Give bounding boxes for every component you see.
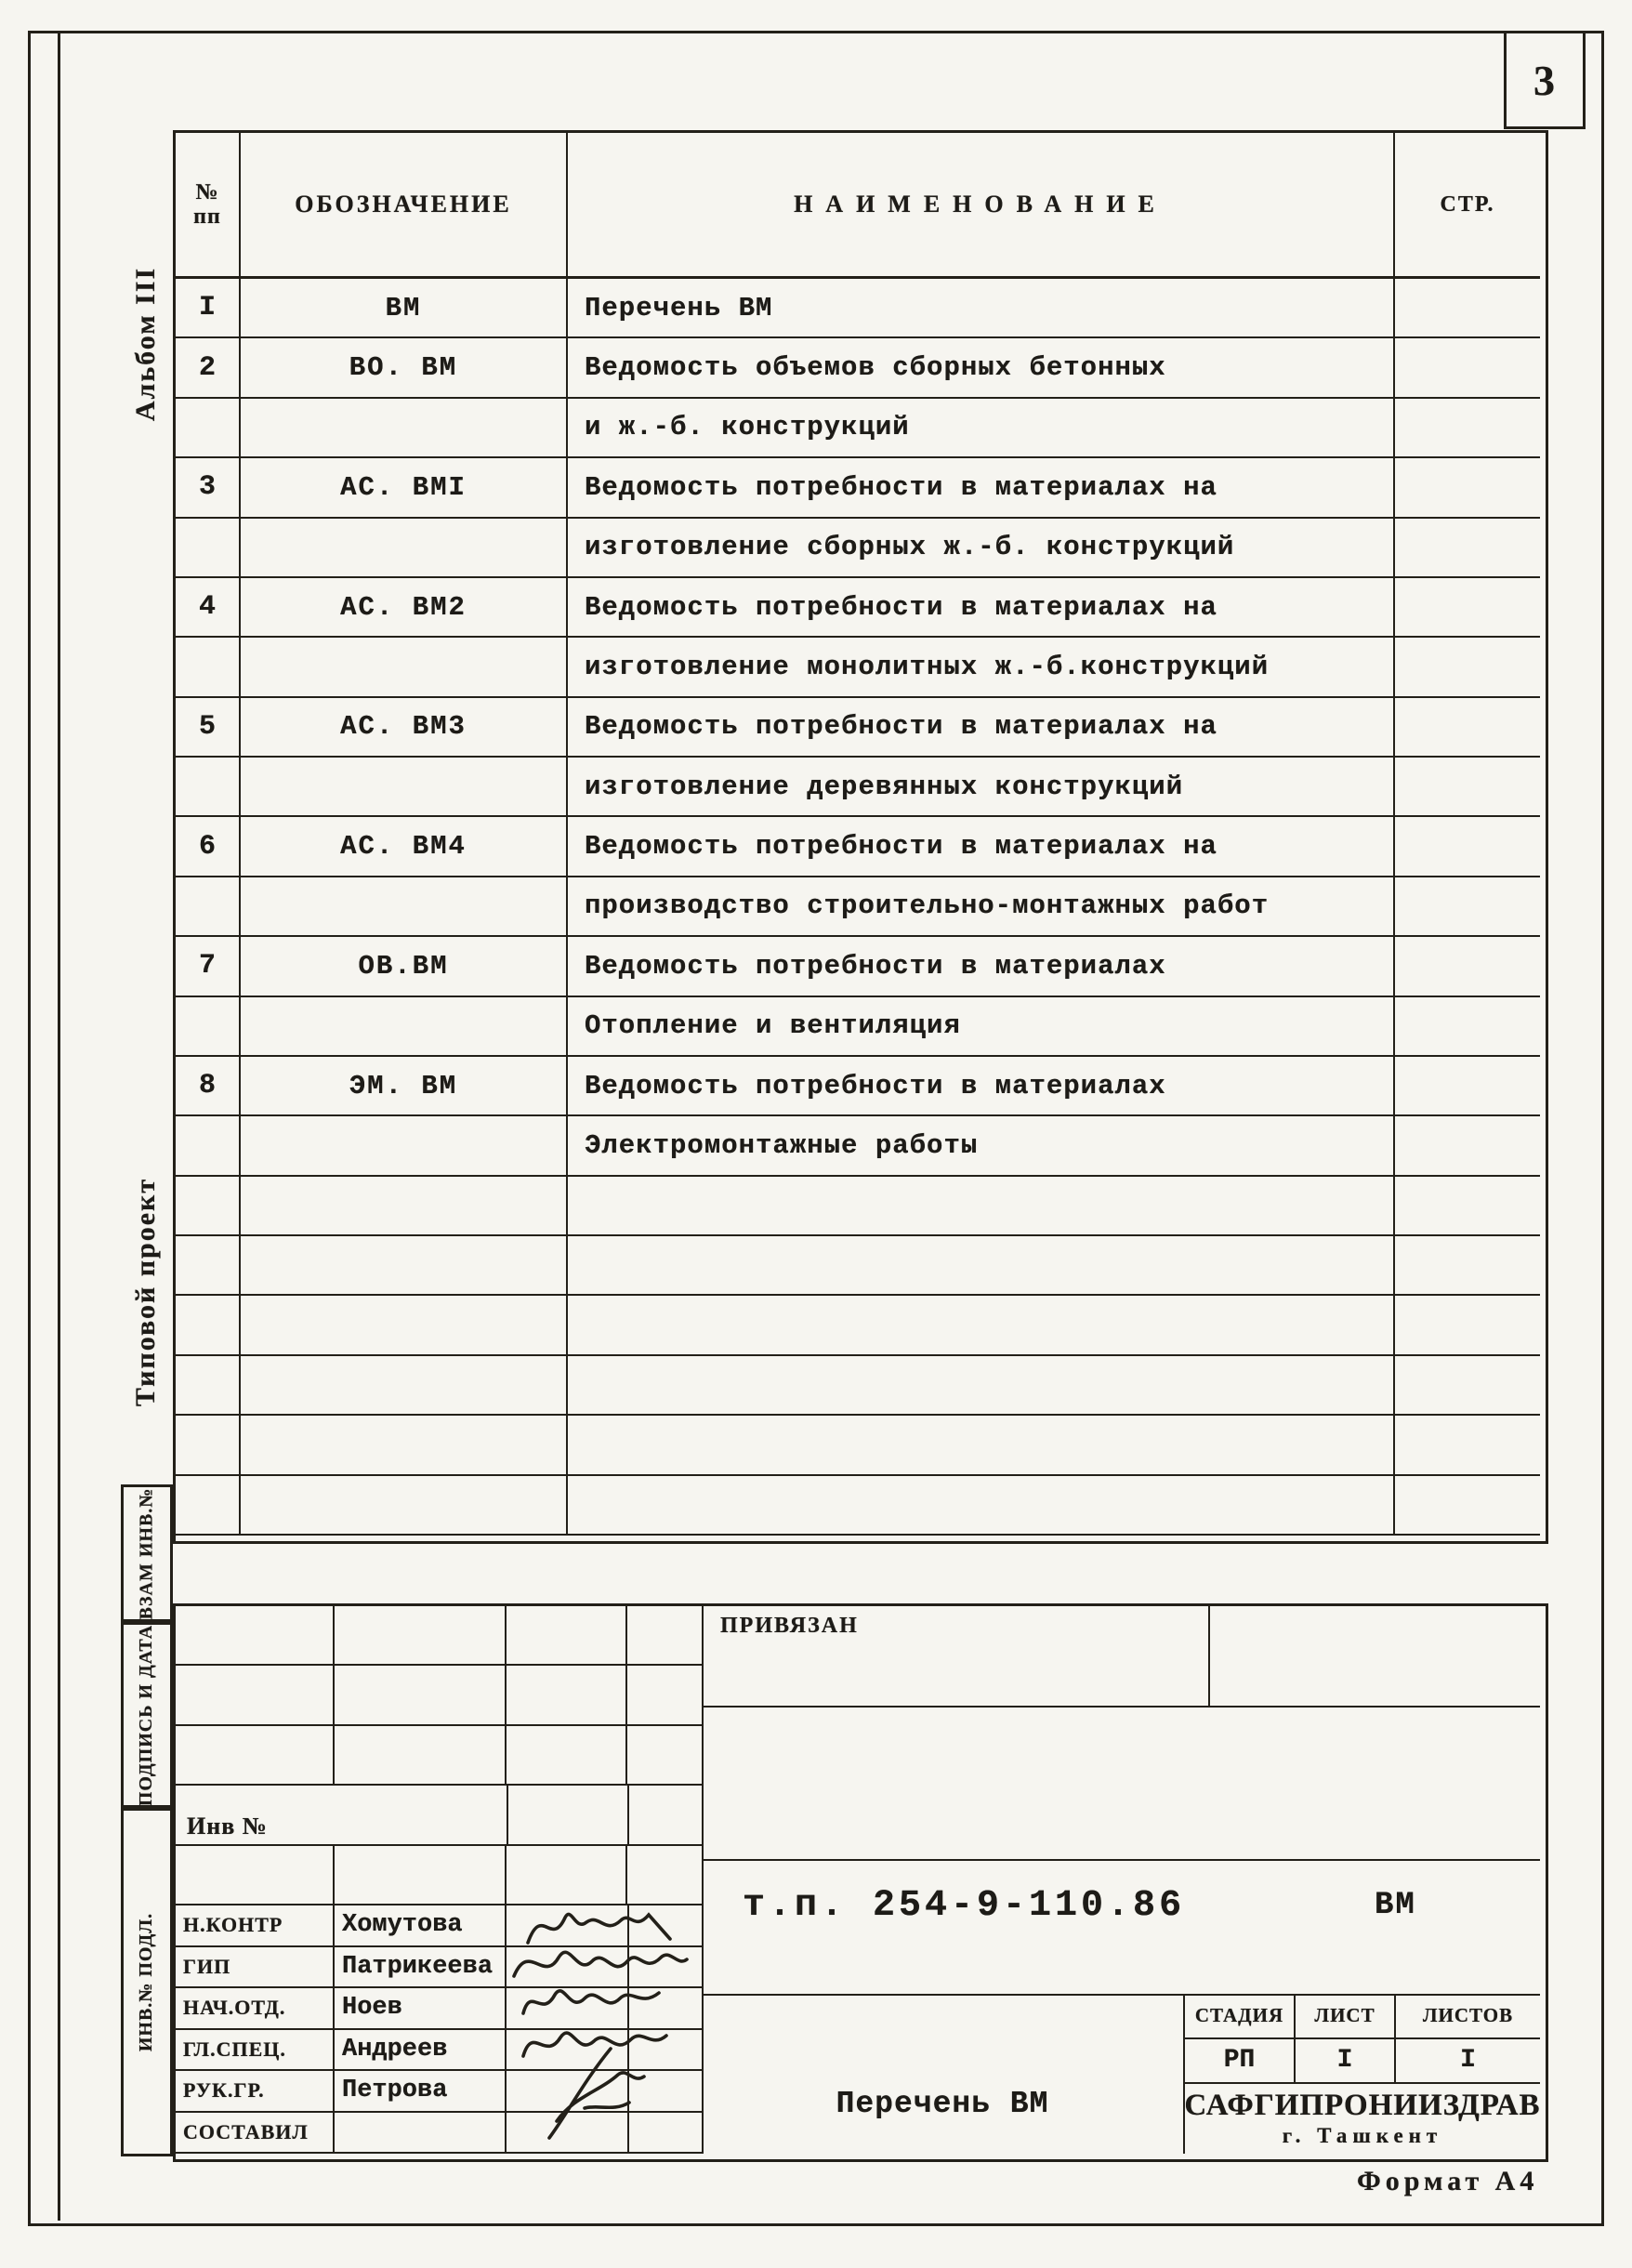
- inv-podl-label: ИНВ.№ ПОДЛ.: [136, 1912, 157, 2052]
- table-row-code: ВМ: [241, 279, 568, 338]
- table-row-page: [1395, 997, 1540, 1057]
- binding-margin-line: [58, 31, 60, 2221]
- table-row-num: [176, 877, 241, 937]
- table-row-page: [1395, 1116, 1540, 1176]
- stamp-grid-cell: [627, 1726, 702, 1784]
- signer-date-cell: [629, 2030, 702, 2070]
- stamp-upper-grid: [176, 1606, 702, 1905]
- table-row-name: Ведомость потребности в материалах: [568, 937, 1395, 996]
- signer-row: [176, 1988, 702, 2030]
- table-row-page: [1395, 698, 1540, 758]
- table-row-page: [1395, 817, 1540, 877]
- table-row-name: Ведомость объемов сборных бетонных: [568, 338, 1395, 398]
- stamp-line-r1: [704, 1706, 1540, 1708]
- table-row-code: АС. ВМ4: [241, 817, 568, 877]
- vzam-inv-box: [121, 1484, 173, 1622]
- signer-signature-cell: [507, 1905, 629, 1945]
- signer-signature-cell: [507, 1988, 629, 2028]
- sheet-value: I: [1336, 2045, 1353, 2075]
- stamp-grid-cell: [335, 1606, 507, 1664]
- signer-name: Петрова: [335, 2071, 507, 2111]
- signer-role: НАЧ.ОТД.: [176, 1988, 335, 2028]
- podpis-data-box: [121, 1622, 173, 1808]
- table-row-page: [1395, 937, 1540, 996]
- stamp-grid-row: [176, 1846, 702, 1905]
- signer-date-cell: [629, 1905, 702, 1945]
- table-row-page: [1395, 758, 1540, 817]
- signer-role: ГИП: [176, 1947, 335, 1987]
- stamp-line-v1: [1208, 1606, 1210, 1706]
- table-row-name: [568, 1236, 1395, 1296]
- sheets-value: I: [1460, 2045, 1476, 2075]
- header-num-sign: №: [195, 180, 219, 204]
- table-row-page: [1395, 458, 1540, 518]
- table-row-num: [176, 1356, 241, 1416]
- table-row-num: [176, 1296, 241, 1355]
- table-row-name: Ведомость потребности в материалах: [568, 1057, 1395, 1116]
- stamp-signers: [176, 1905, 702, 2154]
- vzam-inv-label: ВЗАМ ИНВ.№: [136, 1487, 157, 1619]
- table-row-code: [241, 877, 568, 937]
- table-row-name: производство строительно-монтажных работ: [568, 877, 1395, 937]
- inv-no-label: Инв №: [176, 1786, 508, 1843]
- signer-name: Андреев: [335, 2030, 507, 2070]
- table-row-name: и ж.-б. конструкций: [568, 399, 1395, 458]
- signer-role: РУК.ГР.: [176, 2071, 335, 2111]
- signer-date-cell: [629, 1988, 702, 2028]
- stamp-grid-cell: [507, 1846, 627, 1904]
- table-row-num: 7: [176, 937, 241, 996]
- signer-role: ГЛ.СПЕЦ.: [176, 2030, 335, 2070]
- stamp-grid-cell: [176, 1726, 335, 1784]
- stamp-grid-cell: [507, 1666, 627, 1723]
- signer-name: [335, 2113, 507, 2153]
- header-designation: ОБОЗНАЧЕНИЕ: [241, 133, 568, 279]
- org-city: г. Ташкент: [1282, 2124, 1443, 2147]
- table-row-code: [241, 638, 568, 697]
- table-row-page: [1395, 877, 1540, 937]
- signer-role: Н.КОНТР: [176, 1905, 335, 1945]
- table-row-page: [1395, 1236, 1540, 1296]
- table-row-name: Ведомость потребности в материалах на: [568, 698, 1395, 758]
- table-row-name: изготовление деревянных конструкций: [568, 758, 1395, 817]
- table-row-code: ВО. ВМ: [241, 338, 568, 398]
- format-label: Формат А4: [1357, 2166, 1539, 2196]
- table-row-page: [1395, 578, 1540, 638]
- table-row-num: 8: [176, 1057, 241, 1116]
- signer-row: [176, 1905, 702, 1947]
- table-row-page: [1395, 279, 1540, 338]
- stamp-grid-cell: [627, 1666, 702, 1723]
- table-row-num: [176, 1116, 241, 1176]
- table-row-name: Электромонтажные работы: [568, 1116, 1395, 1176]
- table-row-name: изготовление сборных ж.-б. конструкций: [568, 519, 1395, 578]
- signer-row: [176, 2071, 702, 2113]
- stamp-grid-cell: [335, 1846, 507, 1904]
- table-row-page: [1395, 1416, 1540, 1475]
- sheet-label: ЛИСТ: [1314, 2004, 1375, 2026]
- table-row-name: Ведомость потребности в материалах на: [568, 817, 1395, 877]
- podpis-data-label: ПОДПИСЬ И ДАТА: [136, 1624, 157, 1806]
- table-row-num: [176, 519, 241, 578]
- table-row-num: 6: [176, 817, 241, 877]
- table-row-num: [176, 1476, 241, 1536]
- table-row-code: АС. ВМI: [241, 458, 568, 518]
- table-row-page: [1395, 1476, 1540, 1536]
- signer-signature-cell: [507, 2113, 629, 2153]
- table-row-code: [241, 399, 568, 458]
- table-row-page: [1395, 1356, 1540, 1416]
- table-row-num: 4: [176, 578, 241, 638]
- table-row-code: [241, 1476, 568, 1536]
- table-row-name: [568, 1177, 1395, 1236]
- sheets-label: ЛИСТОВ: [1422, 2004, 1514, 2026]
- signer-name: Ноев: [335, 1988, 507, 2028]
- table-row-page: [1395, 338, 1540, 398]
- org-name: САФГИПРОНИИЗДРАВ: [1184, 2088, 1541, 2122]
- signer-signature-cell: [507, 1947, 629, 1987]
- table-row-code: ЭМ. ВМ: [241, 1057, 568, 1116]
- signer-name: Патрикеева: [335, 1947, 507, 1987]
- table-row-num: I: [176, 279, 241, 338]
- stamp-grid-row: [176, 1786, 702, 1845]
- title-block: [173, 1603, 1548, 2162]
- page-number: 3: [1533, 56, 1556, 104]
- page-number-box: [1504, 31, 1586, 129]
- table-row-num: [176, 997, 241, 1057]
- table-row-num: 3: [176, 458, 241, 518]
- table-row-num: [176, 399, 241, 458]
- stamp-grid-cell: [508, 1786, 629, 1843]
- inv-podl-box: [121, 1808, 173, 2156]
- stage-value: РП: [1223, 2045, 1256, 2075]
- signer-row: [176, 2030, 702, 2072]
- table-row-name: [568, 1356, 1395, 1416]
- stamp-line-r2: [704, 1859, 1540, 1861]
- table-row-code: АС. ВМ2: [241, 578, 568, 638]
- project-type-label: Типовой проект: [130, 1177, 161, 1407]
- table-row-page: [1395, 1057, 1540, 1116]
- doc-code: ВМ: [1375, 1888, 1416, 1923]
- header-num-pp: пп: [193, 204, 221, 229]
- privyazan-label: ПРИВЯЗАН: [720, 1614, 859, 1638]
- stamp-grid-cell: [627, 1846, 702, 1904]
- album-label: Альбом III: [130, 266, 162, 422]
- table-row-num: 2: [176, 338, 241, 398]
- stamp-grid-cell: [629, 1786, 702, 1843]
- signer-signature-cell: [507, 2071, 629, 2111]
- table-row-page: [1395, 519, 1540, 578]
- signer-row: [176, 2113, 702, 2155]
- table-row-code: АС. ВМ3: [241, 698, 568, 758]
- table-row-name: Перечень ВМ: [568, 279, 1395, 338]
- doc-title: Перечень ВМ: [836, 2086, 1049, 2121]
- table-row-page: [1395, 1177, 1540, 1236]
- table-row-page: [1395, 1296, 1540, 1355]
- table-row-num: [176, 1236, 241, 1296]
- signer-date-cell: [629, 1947, 702, 1987]
- stamp-grid-row: [176, 1726, 702, 1786]
- signer-signature-cell: [507, 2030, 629, 2070]
- stamp-grid-cell: [335, 1726, 507, 1784]
- table-row-num: [176, 638, 241, 697]
- table-row-page: [1395, 638, 1540, 697]
- table-row-num: 5: [176, 698, 241, 758]
- stamp-grid-row: [176, 1666, 702, 1725]
- table-row-code: [241, 1236, 568, 1296]
- signer-name: Хомутова: [335, 1905, 507, 1945]
- stage-table-line2: [1185, 2082, 1540, 2084]
- signer-date-cell: [629, 2113, 702, 2153]
- table-row-page: [1395, 399, 1540, 458]
- stamp-grid-cell: [507, 1726, 627, 1784]
- table-row-name: Ведомость потребности в материалах на: [568, 578, 1395, 638]
- table-row-num: [176, 1177, 241, 1236]
- signer-row: [176, 1947, 702, 1989]
- header-page: СТР.: [1395, 133, 1540, 279]
- tp-number: т.п. 254-9-110.86: [743, 1885, 1186, 1927]
- table-row-code: [241, 1116, 568, 1176]
- stamp-grid-cell: [507, 1606, 627, 1664]
- stamp-grid-cell: [627, 1606, 702, 1664]
- stamp-grid-cell: [176, 1606, 335, 1664]
- table-row-name: Отопление и вентиляция: [568, 997, 1395, 1057]
- table-row-code: [241, 1177, 568, 1236]
- header-name: НАИМЕНОВАНИЕ: [568, 133, 1395, 279]
- header-num: [176, 133, 241, 279]
- table-row-name: [568, 1476, 1395, 1536]
- document-list-table: [173, 130, 1548, 1544]
- table-row-code: [241, 758, 568, 817]
- stamp-grid-cell: [335, 1666, 507, 1723]
- table-row-name: изготовление монолитных ж.-б.конструкций: [568, 638, 1395, 697]
- table-row-name: [568, 1296, 1395, 1355]
- table-row-name: [568, 1416, 1395, 1475]
- stage-label: СТАДИЯ: [1194, 2004, 1284, 2026]
- table-row-name: Ведомость потребности в материалах на: [568, 458, 1395, 518]
- table-row-num: [176, 758, 241, 817]
- stamp-grid-cell: [176, 1666, 335, 1723]
- table-row-code: [241, 519, 568, 578]
- table-row-num: [176, 1416, 241, 1475]
- table-row-code: [241, 1356, 568, 1416]
- signer-role: СОСТАВИЛ: [176, 2113, 335, 2153]
- stamp-grid-row: [176, 1606, 702, 1666]
- table-row-code: [241, 1416, 568, 1475]
- stamp-grid-cell: [176, 1846, 335, 1904]
- table-row-code: [241, 1296, 568, 1355]
- table-row-code: [241, 997, 568, 1057]
- signer-date-cell: [629, 2071, 702, 2111]
- table-row-code: ОВ.ВМ: [241, 937, 568, 996]
